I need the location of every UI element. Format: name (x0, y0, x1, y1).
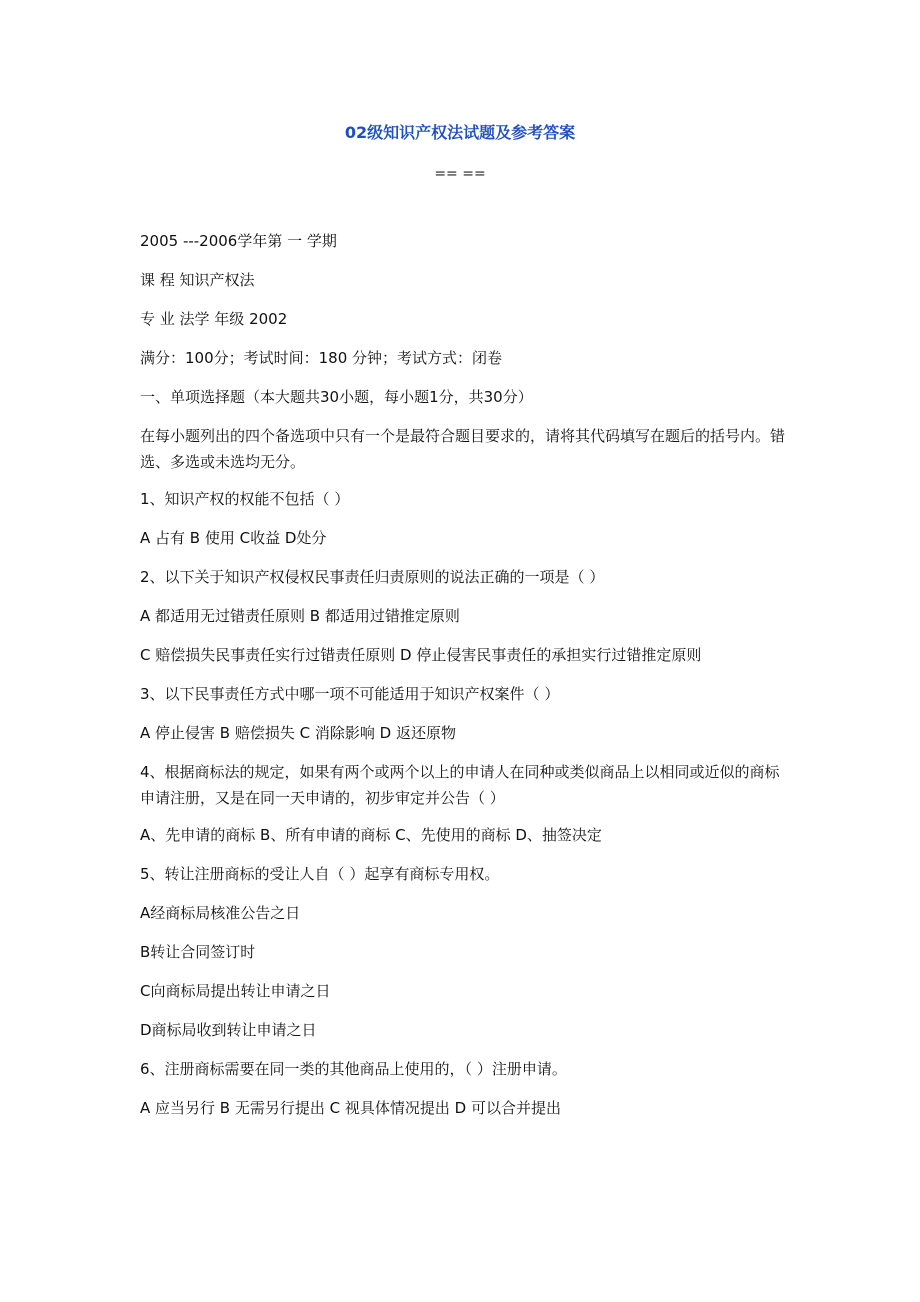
question-2: 2、以下关于知识产权侵权民事责任归责原则的说法正确的一项是（ ） (140, 568, 605, 586)
document-title: 02级知识产权法试题及参考答案 (344, 123, 576, 142)
question-4: 4、根据商标法的规定，如果有两个或两个以上的申请人在同种或类似商品上以相同或近似的商标申请注册，又是在同一天申请的，初步审定并公告（ ） (140, 763, 780, 807)
semester-line: 2005 ---2006学年第 一 学期 (140, 232, 337, 250)
question-4-options: A、先申请的商标 B、所有申请的商标 C、先使用的商标 D、抽签决定 (140, 826, 602, 844)
question-5-option-c: C向商标局提出转让申请之日 (140, 982, 331, 1000)
question-5: 5、转让注册商标的受让人自（ ）起享有商标专用权。 (140, 865, 500, 883)
question-5-option-d: D商标局收到转让申请之日 (140, 1021, 317, 1039)
question-5-option-b: B转让合同签订时 (140, 943, 256, 961)
question-2-options-ab: A 都适用无过错责任原则 B 都适用过错推定原则 (140, 607, 460, 625)
instruction-paragraph: 在每小题列出的四个备选项中只有一个是最符合题目要求的，请将其代码填写在题后的括号内。错选、多选或未选均无分。 (140, 427, 786, 471)
major-line: 专 业 法学 年级 2002 (140, 310, 288, 328)
question-1: 1、知识产权的权能不包括（ ） (140, 490, 350, 508)
question-3-options: A 停止侵害 B 赔偿损失 C 消除影响 D 返还原物 (140, 724, 456, 742)
section-heading: 一、单项选择题（本大题共30小题，每小题1分，共30分） (140, 388, 533, 406)
document-body (140, 230, 790, 1136)
question-5-option-a: A经商标局核准公告之日 (140, 904, 301, 922)
question-3: 3、以下民事责任方式中哪一项不可能适用于知识产权案件（ ） (140, 685, 560, 703)
question-6-options: A 应当另行 B 无需另行提出 C 视具体情况提出 D 可以合并提出 (140, 1099, 561, 1117)
course-line: 课 程 知识产权法 (140, 271, 255, 289)
question-2-options-cd: C 赔偿损失民事责任实行过错责任原则 D 停止侵害民事责任的承担实行过错推定原则 (140, 646, 702, 664)
question-1-options: A 占有 B 使用 C收益 D处分 (140, 529, 327, 547)
question-6: 6、注册商标需要在同一类的其他商品上使用的，（ ）注册申请。 (140, 1060, 567, 1078)
exam-info-line: 满分：100分；考试时间：180 分钟；考试方式：闭卷 (140, 349, 503, 367)
document-subtitle: == == (434, 166, 486, 182)
